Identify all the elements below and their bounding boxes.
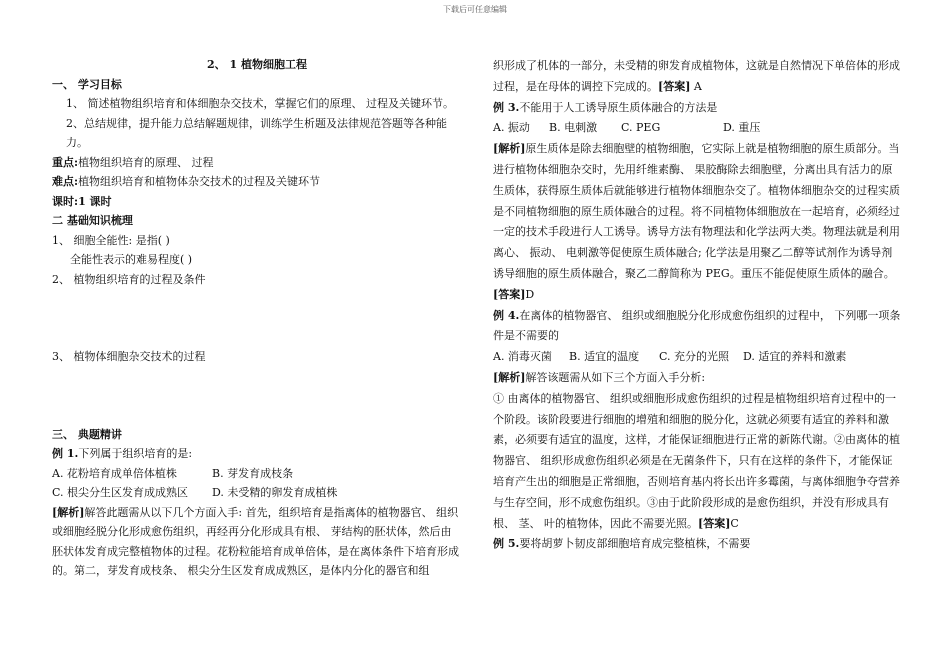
page-title: 2、 1 植物细胞工程 xyxy=(207,58,307,71)
analysis-label: [解析] xyxy=(493,370,526,384)
option-c: C. PEG xyxy=(621,121,661,135)
goal-2: 2、总结规律，提升能力总结解题规律，训练学生析题及法律规范答题等各种能力。 xyxy=(66,116,447,149)
analysis-text: 原生质体是除去细胞壁的植物细胞，它实际上就是植物细胞的原生质部分。当进行植物体细胞杂交时，先用纤维素酶、 果胶酶除去细胞壁，分离出具有活力的原生质体，获得原生质体后就能够进行植物体细胞杂交了。植物体细胞杂交的过程实质是不同植物细胞的原生质体融合的过程。将不同植物体细胞放在一起培育，必须经过一定的技术手段进行人工诱导。诱导方法有物理法和化学法两大类。物理法就是利用离心、 振动、 电刺激等促使原生质体融合; 化学法是用聚乙二醇等试剂作为诱导剂诱导细胞的原生质体融合，聚乙二醇简称为 PEG。重压不能促使原生质体的融合。 xyxy=(493,142,900,280)
goal-1: 1、 简述植物组织培育和体细胞杂交技术，掌握它们的原理、 过程及关键环节。 xyxy=(66,97,454,110)
section-basic-knowledge: 二 基础知识梳理 xyxy=(52,214,133,227)
option-c: C. 根尖分生区发育成成熟区 xyxy=(52,486,189,499)
analysis-body: ① 由离体的植物器官、 组织或细胞形成愈伤组织的过程是植物组织培育过程中的一个阶段。该阶段要进行细胞的增殖和细胞的脱分化，这就必须要有适宜的养料和激素，必须要有适宜的温度，这样，才能保证细胞进行正常的新陈代谢。②由离体的植物器官、 组织形成愈伤组织必须是在无菌条件下，只有在这样的条件下，才能保证培育产生出的细胞是正常细胞，否则培育基内将长出许多霉菌，与离体细胞争夺营养与生存空间，形不成愈伤组织。③由于此阶段形成的是愈伤组织，并没有形成具有根、 茎、 叶的植物体，因此不需要光照。 xyxy=(493,391,900,530)
option-b: B. 芽发育成枝条 xyxy=(212,466,294,480)
section-examples: 三、 典题精讲 xyxy=(52,427,122,441)
right-column xyxy=(493,56,903,555)
example-3-label: 例 3. xyxy=(493,100,520,114)
example-4-label: 例 4. xyxy=(493,308,520,322)
key-point xyxy=(52,153,462,173)
section-learning-goals: 一、 学习目标 xyxy=(52,77,122,91)
hours-text: 1 课时 xyxy=(78,194,112,208)
answer-label: [答案] xyxy=(698,516,731,530)
analysis-text: 解答此题需从以下几个方面入手: 首先，组织培育是指离体的植物器官、 组织或细胞经脱分化形成愈伤组织，再经再分化形成具有根、 芽结构的胚状体，然后由胚状体发育成完整植物体的过程。花粉粒能培育成单倍体，是在离体条件下培育形成的。第二，芽发育成枝条、 根尖分生区发育成成熟区，是体内分化的器官和组 xyxy=(52,505,459,577)
question-3: 3、 植物体细胞杂交技术的过程 xyxy=(52,350,206,363)
question-2: 2、 植物组织培育的过程及条件 xyxy=(52,272,206,286)
option-d: D. 重压 xyxy=(723,121,761,135)
continued-analysis xyxy=(493,56,903,98)
answer-value: D xyxy=(525,287,535,301)
option-c: C. 充分的光照 xyxy=(659,350,730,364)
example-5-text: 要将胡萝卜韧皮部细胞培育成完整植株，不需要 xyxy=(519,537,751,551)
key-label: 重点: xyxy=(52,155,79,169)
example-4-analysis xyxy=(493,368,903,389)
analysis-label: [解析] xyxy=(493,142,526,156)
analysis-label: [解析] xyxy=(52,505,85,519)
class-hours xyxy=(52,192,462,212)
option-a: A. 振动 xyxy=(493,121,530,135)
example-1-text: 下列属于组织培育的是: xyxy=(78,447,193,460)
option-a: A. 花粉培育成单倍体植株 xyxy=(52,466,177,480)
example-3-analysis xyxy=(493,139,903,305)
option-b: B. 电刺激 xyxy=(549,121,598,135)
example-4-options xyxy=(493,347,903,368)
answer-value: A xyxy=(693,79,702,93)
example-1 xyxy=(52,444,462,464)
example-5 xyxy=(493,534,903,555)
answer-value: C xyxy=(730,516,739,530)
difficulty-label: 难点: xyxy=(52,175,79,188)
difficulty-text: 植物组织培育和植物体杂交技术的过程及关键环节 xyxy=(78,175,321,188)
key-text: 植物组织培育的原理、 过程 xyxy=(78,155,214,169)
example-4 xyxy=(493,306,903,348)
question-1b: 全能性表示的难易程度( ) xyxy=(70,253,193,266)
example-3 xyxy=(493,98,903,119)
example-1-label: 例 1. xyxy=(52,447,79,460)
example-4-body xyxy=(493,389,903,535)
answer-label: [答案] xyxy=(493,287,526,301)
example-3-text: 不能用于人工诱导原生质体融合的方法是 xyxy=(519,100,718,114)
left-column xyxy=(52,55,462,581)
example-1-options-ab xyxy=(52,464,462,484)
option-d: D. 适宜的养料和激素 xyxy=(743,350,847,364)
option-b: B. 适宜的温度 xyxy=(569,350,640,364)
example-5-label: 例 5. xyxy=(493,537,520,551)
example-1-analysis xyxy=(52,503,462,581)
hours-label: 课时: xyxy=(52,194,79,208)
example-1-options-cd xyxy=(52,483,462,503)
example-3-options xyxy=(493,118,903,139)
question-1: 1、 细胞全能性: 是指( ) xyxy=(52,233,170,247)
option-d: D. 未受精的卵发育成植株 xyxy=(212,486,338,499)
example-4-text: 在离体的植物器官、 组织或细胞脱分化形成愈伤组织的过程中， 下列哪一项条件是不需要的 xyxy=(493,308,901,343)
header-note: 下载后可任意编辑 xyxy=(443,5,507,14)
option-a: A. 消毒灭菌 xyxy=(493,350,552,364)
continued-text: 织形成了机体的一部分，未受精的卵发育成植物体，这就是自然情况下单倍体的形成过程，是在母体的调控下完成的。 xyxy=(493,59,900,93)
difficulty xyxy=(52,172,462,192)
answer-label: [答案] xyxy=(658,79,691,93)
analysis-text: 解答该题需从如下三个方面入手分析: xyxy=(525,370,706,384)
